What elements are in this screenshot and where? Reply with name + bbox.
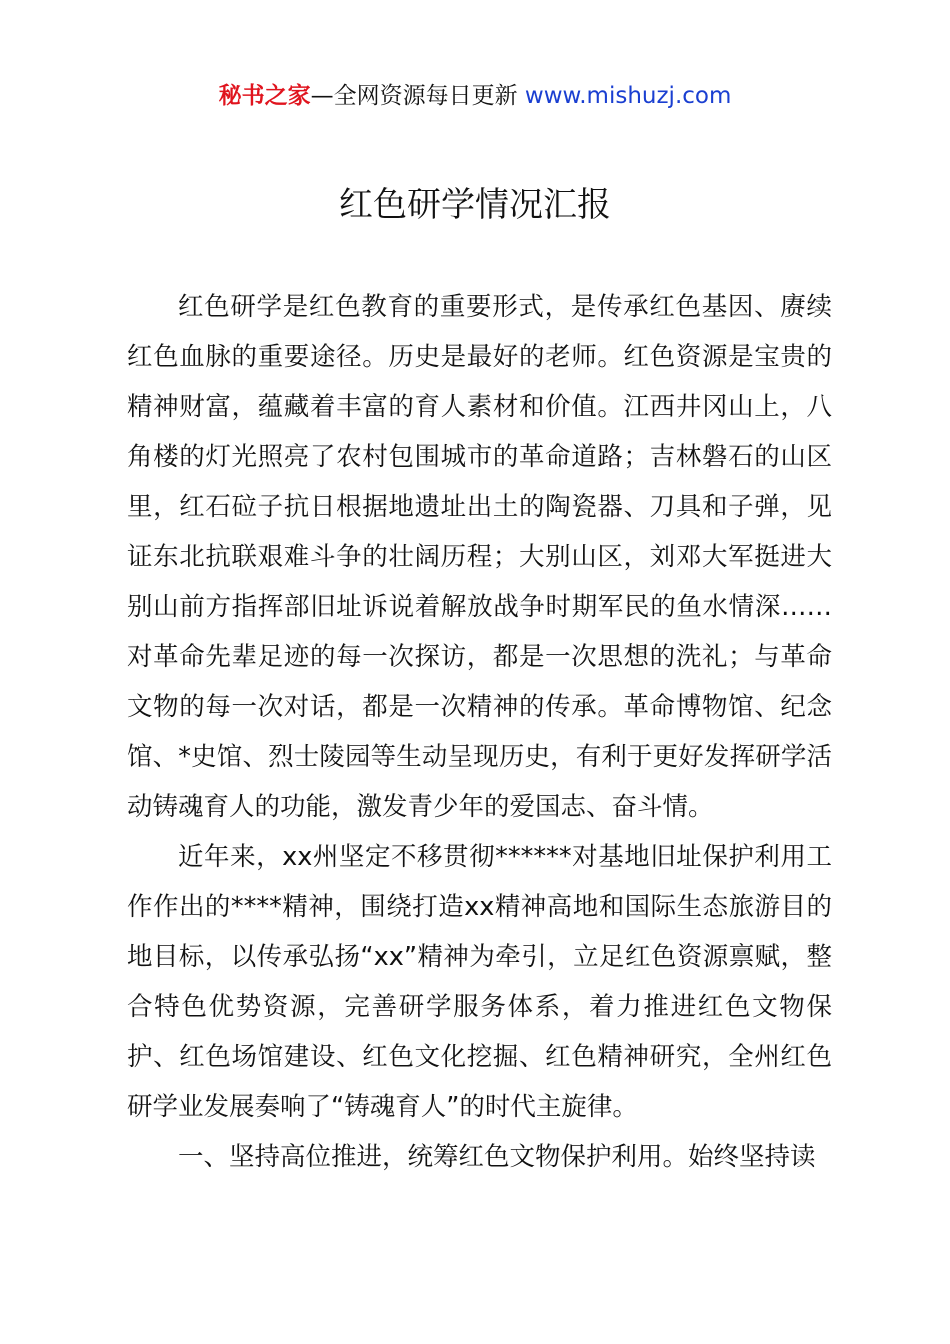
site-slogan: —全网资源每日更新 [310,83,518,109]
site-brand: 秘书之家 [218,83,311,109]
site-header [0,80,950,112]
body-paragraph-1: 红色研学是红色教育的重要形式，是传承红色基因、赓续红色血脉的重要途径。历史是最好的老师。红色资源是宝贵的精神财富，蕴藏着丰富的育人素材和价值。江西井冈山上，八角楼的灯光照亮了农村包围城市的革命道路；吉林磐石的山区里，红石砬子抗日根据地遗址出土的陶瓷器、刀具和子弹，见证东北抗联艰难斗争的壮阔历程；大别山区，刘邓大军挺进大别山前方指挥部旧址诉说着解放战争时期军民的鱼水情深……对革命先辈足迹的每一次探访，都是一次思想的洗礼；与革命文物的每一次对话，都是一次精神的传承。革命博物馆、纪念馆、*史馆、烈士陵园等生动呈现历史，有利于更好发挥研学活动铸魂育人的功能，激发青少年的爱国志、奋斗情。 [127,292,832,822]
document-title: 红色研学情况汇报 [339,185,611,225]
site-url-link[interactable]: www.mishuzj.com [524,83,732,109]
body-paragraph-2: 近年来，xx州坚定不移贯彻******对基地旧址保护利用工作作出的****精神，围绕打造xx精神高地和国际生态旅游目的地目标，以传承弘扬“xx”精神为牵引，立足红色资源禀赋，整合特色优势资源，完善研学服务体系，着力推进红色文物保护、红色场馆建设、红色文化挖掘、红色精神研究，全州红色研学业发展奏响了“铸魂育人”的时代主旋律。 [127,842,832,1122]
section-heading-1: 一、坚持高位推进，统筹红色文物保护利用。始终坚持读 [178,1142,816,1172]
document-body [127,282,832,1182]
